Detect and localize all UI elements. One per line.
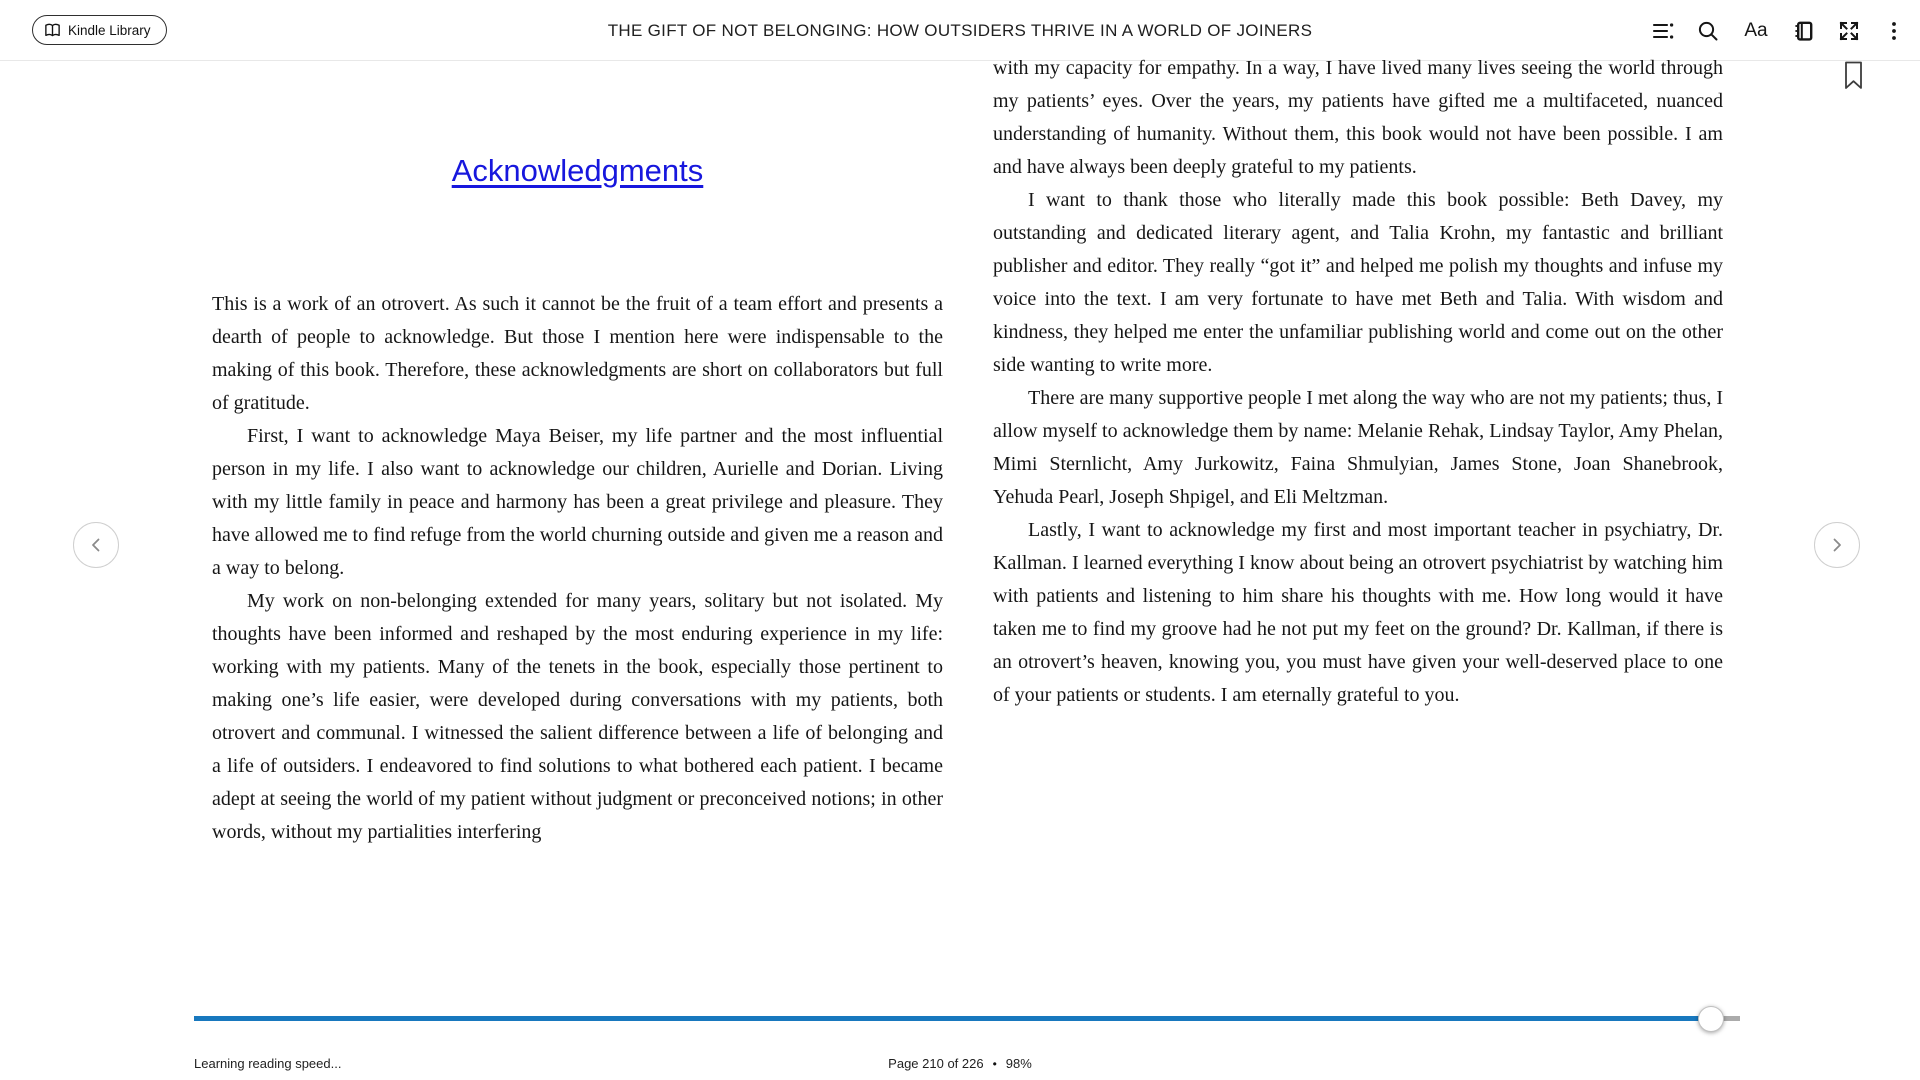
paragraph: First, I want to acknowledge Maya Beiser, my life partner and the most influential person in my life. I also want to acknowledge our children, Aurielle and Dorian. Living with my little family in peace and harmony has been a great privilege and pleasure. They have allowed me to find refuge from the world churning outside and given me a reason and a way to belong. — [212, 425, 943, 579]
reading-progress-handle[interactable] — [1698, 1006, 1724, 1032]
notebook-button[interactable] — [1792, 19, 1816, 43]
font-settings-label: Aa — [1744, 19, 1768, 41]
reading-progress-fill — [194, 1016, 1711, 1021]
open-book-icon — [44, 23, 61, 38]
paragraph: I want to thank those who literally made this book possible: Beth Davey, my outstanding and dedicated literary agent, and Talia Krohn, my fantastic and brilliant publisher and editor. They really “got it” and helped me polish my thoughts and infuse my voice into the text. I am very fortunate to have met Beth and Talia. With wisdom and kindness, they helped me enter the unfamiliar publishing world and come out on the other side wanting to write more. — [993, 189, 1723, 376]
chevron-left-icon — [88, 537, 104, 553]
kindle-library-label: Kindle Library — [68, 22, 151, 38]
chapter-heading-link[interactable]: Acknowledgments — [451, 153, 704, 188]
reading-speed-status: Learning reading speed... — [194, 1056, 342, 1071]
reading-progress-slider[interactable] — [194, 1016, 1740, 1021]
paragraph: My work on non-belonging extended for many years, solitary but not isolated. My thoughts have been informed and reshaped by the most enduring experience in my life: working with my patients. Many of the tenets in the book, especially those pertinent to making one’s life easier, were developed during conversations with my patients, both otrovert and communal. I witnessed the salient difference between a life of belonging and a life of outsiders. I endeavored to find solutions to what bothered each patient. I became adept at seeing the world of my patient without judgment or preconceived notions; in other words, without my partialities interfering — [212, 590, 943, 843]
percent-complete-label: 98% — [1005, 1056, 1032, 1071]
paragraph: with my capacity for empathy. In a way, I have lived many lives seeing the world through my patients’ eyes. Over the years, my patients have gifted me a multifaceted, nuanced understanding of humanity. Without them, this book would not have been possible. I am and have always been deeply grateful to my patients. — [993, 57, 1723, 178]
paragraph: This is a work of an otrovert. As such it cannot be the fruit of a team effort and presents a dearth of people to acknowledge. But those I mention here were indispensable to the making of this book. Therefore, these acknowledgments are short on collaborators but full of gratitude. — [212, 293, 943, 414]
paragraph: Lastly, I want to acknowledge my first and most important teacher in psychiatry, Dr. Kallman. I learned everything I know about being an otrovert psychiatrist by watching him with patients and listening to him share his thoughts with me. How long would it have taken me to find my groove had he not put my feet on the ground? Dr. Kallman, if there is an otrovert’s heaven, knowing you, you must have given your well-deserved place to one of your patients or students. I am eternally grateful to you. — [993, 519, 1723, 706]
chapter-list-icon — [1651, 19, 1675, 43]
next-page-button[interactable] — [1814, 522, 1860, 568]
previous-page-button[interactable] — [73, 522, 119, 568]
chapter-list-button[interactable] — [1651, 19, 1675, 43]
paragraph: There are many supportive people I met along the way who are not my patients; thus, I allow myself to acknowledge them by name: Melanie Rehak, Lindsay Taylor, Amy Phelan, Mimi Sternlicht, Amy Jurkowitz, Faina Shmulyian, James Stone, Joan Shanebrook, Yehuda Pearl, Joseph Shpigel, and Eli Meltzman. — [993, 387, 1723, 508]
right-text-column — [993, 52, 1723, 894]
bookmark-button[interactable] — [1842, 60, 1866, 90]
separator-dot: • — [992, 1056, 997, 1071]
page-number-label: Page 210 of 226 — [888, 1056, 984, 1071]
font-settings-button[interactable] — [1741, 19, 1771, 43]
book-title: THE GIFT OF NOT BELONGING: HOW OUTSIDERS THRIVE IN A WORLD OF JOINERS — [607, 20, 1313, 40]
kindle-library-button[interactable] — [32, 15, 167, 45]
page-info — [0, 1056, 1920, 1071]
notebook-icon — [1792, 19, 1816, 43]
bookmark-icon — [1842, 61, 1866, 90]
fullscreen-icon — [1837, 19, 1861, 43]
more-options-button[interactable] — [1882, 19, 1906, 43]
search-button[interactable] — [1696, 19, 1720, 43]
left-text-column — [212, 150, 943, 950]
chevron-right-icon — [1829, 537, 1845, 553]
kebab-menu-icon — [1882, 19, 1906, 43]
search-icon — [1696, 19, 1720, 43]
fullscreen-button[interactable] — [1837, 19, 1861, 43]
